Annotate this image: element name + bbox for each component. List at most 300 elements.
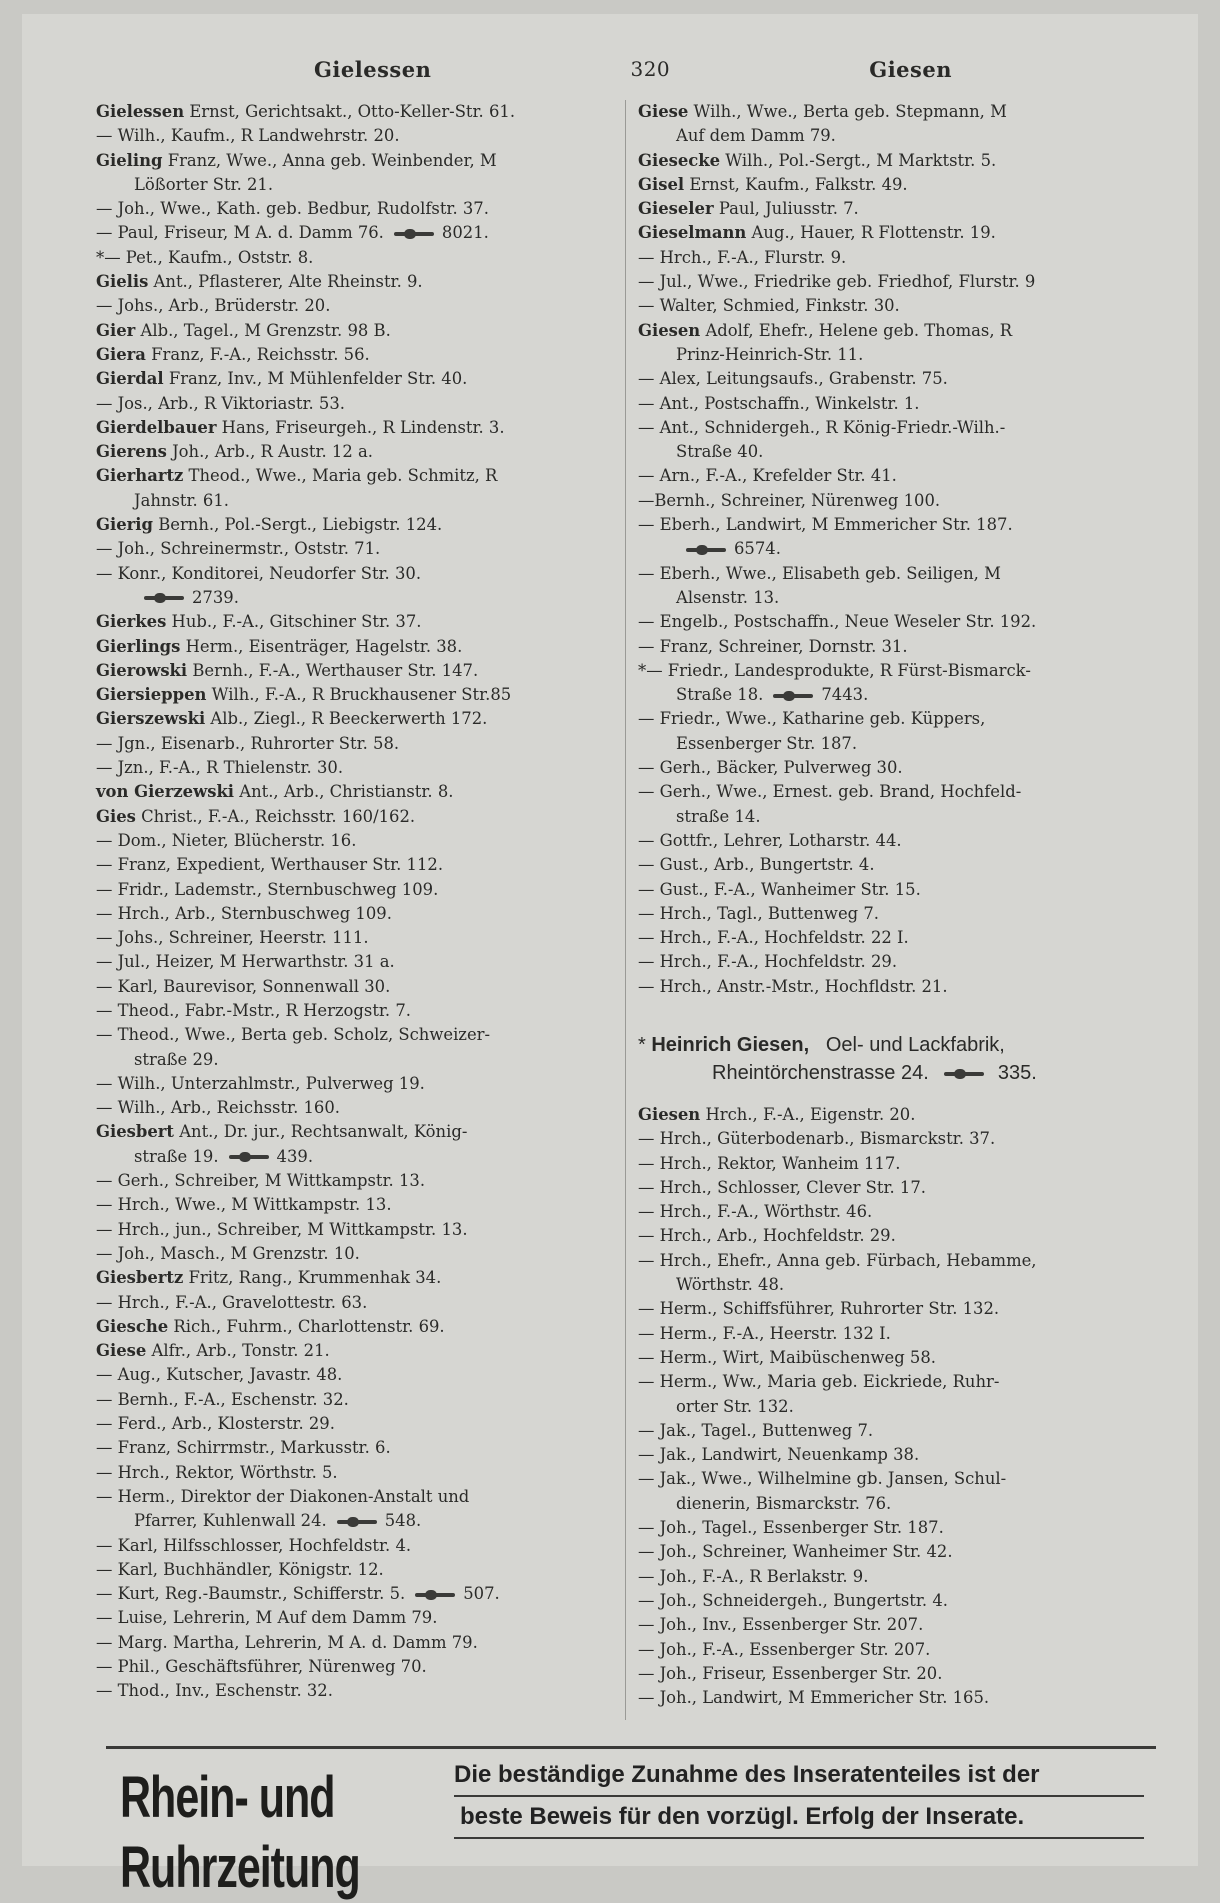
- entry-text: — Joh., Wwe., Kath. geb. Bedbur, Rudolfstr. 37.: [96, 199, 489, 219]
- directory-entry: [96, 756, 614, 780]
- phone-number: 439.: [276, 1146, 314, 1166]
- directory-entry: [638, 416, 1160, 440]
- footer-advertisement: [106, 1746, 1156, 1901]
- entry-text: — Jak., Wwe., Wilhelmine gb. Jansen, Schul-: [638, 1469, 1007, 1489]
- entry-surname: Giesen: [638, 320, 701, 340]
- directory-entry: [638, 610, 1160, 634]
- directory-entry: [638, 221, 1160, 245]
- entry-text: — Eberh., Wwe., Elisabeth geb. Seiligen, M: [638, 563, 1001, 583]
- entry-text: — Wilh., Unterzahlmstr., Pulverweg 19.: [96, 1073, 425, 1093]
- entry-text: Alsenstr. 13.: [676, 587, 780, 607]
- directory-entry: [638, 707, 1160, 731]
- entry-text: — Jgn., Eisenarb., Ruhrorter Str. 58.: [96, 733, 400, 753]
- entry-text: dienerin, Bismarckstr. 76.: [676, 1493, 892, 1513]
- directory-entry: [96, 197, 614, 221]
- telephone-icon: [944, 1070, 984, 1078]
- entry-text: — Thod., Inv., Eschenstr. 32.: [96, 1681, 333, 1701]
- page-header: [114, 52, 1142, 86]
- entry-text: — Eberh., Landwirt, M Emmericher Str. 187.: [638, 515, 1013, 535]
- entry-text: Gies Christ., F.-A., Reichsstr. 160/162.: [96, 806, 416, 826]
- directory-entry: [96, 926, 614, 950]
- directory-entry: [96, 270, 614, 294]
- entry-text: — Dom., Nieter, Blücherstr. 16.: [96, 830, 357, 850]
- entry-text: — Paul, Friseur, M A. d. Damm 76.: [96, 223, 384, 243]
- phone-number: 548.: [384, 1511, 422, 1531]
- entry-text: — Gerh., Wwe., Ernest. geb. Brand, Hochfeld-: [638, 782, 1022, 802]
- entry-text: — Jul., Heizer, M Herwarthstr. 31 a.: [96, 952, 395, 972]
- entry-text: — Hrch., Güterbodenarb., Bismarckstr. 37.: [638, 1129, 996, 1149]
- entry-text: — Jak., Landwirt, Neuenkamp 38.: [638, 1445, 920, 1465]
- right-column-top: [638, 100, 1160, 999]
- directory-entry: [638, 440, 1160, 464]
- directory-entry: [96, 683, 614, 707]
- directory-entry: [96, 805, 614, 829]
- directory-entry: [96, 1120, 614, 1144]
- entry-text: — Hrch., Arb., Sternbuschweg 109.: [96, 903, 392, 923]
- directory-entry: [96, 173, 614, 197]
- entry-surname: Gisel: [638, 174, 685, 194]
- entry-surname: Gierig: [96, 515, 153, 535]
- entry-text: — Jzn., F.-A., R Thielenstr. 30.: [96, 758, 344, 778]
- entry-text: — Fridr., Lademstr., Sternbuschweg 109.: [96, 879, 439, 899]
- entry-text: — Hrch., Schlosser, Clever Str. 17.: [638, 1177, 926, 1197]
- left-column: [96, 100, 614, 1704]
- directory-entry: [638, 1395, 1160, 1419]
- entry-text: Gierhartz Theod., Wwe., Maria geb. Schmitz, R: [96, 466, 498, 486]
- directory-entry: [638, 1297, 1160, 1321]
- telephone-icon: [229, 1153, 269, 1161]
- entry-text: straße 19.: [134, 1146, 219, 1166]
- entry-surname: Gielessen: [96, 102, 185, 121]
- directory-entry: [96, 149, 614, 173]
- directory-entry: [96, 440, 614, 464]
- entry-text: — Friedr., Wwe., Katharine geb. Küppers,: [638, 709, 986, 729]
- directory-entry: [96, 246, 614, 270]
- phone-number: 6574.: [734, 539, 781, 559]
- directory-entry: [96, 1169, 614, 1193]
- ad-name: Heinrich Giesen,: [651, 1033, 810, 1056]
- directory-entry: [96, 1266, 614, 1290]
- entry-text: — Herm., Schiffsführer, Ruhrorter Str. 132.: [638, 1299, 1000, 1319]
- entry-text: — Johs., Schreiner, Heerstr. 111.: [96, 928, 369, 948]
- entry-text: Straße 40.: [676, 442, 764, 462]
- entry-text: — Joh., Tagel., Essenberger Str. 187.: [638, 1518, 944, 1538]
- entry-text: Gieling Franz, Wwe., Anna geb. Weinbender, M: [96, 150, 497, 170]
- directory-entry: [638, 683, 1160, 707]
- directory-entry: [638, 1103, 1160, 1127]
- directory-entry: [638, 513, 1160, 537]
- directory-entry: [638, 246, 1160, 270]
- entry-text: — Joh., Masch., M Grenzstr. 10.: [96, 1243, 360, 1263]
- directory-entry: [638, 902, 1160, 926]
- entry-text: Gierkes Hub., F.-A., Gitschiner Str. 37.: [96, 612, 422, 632]
- entry-surname: Gierszewski: [96, 709, 206, 729]
- directory-entry: [638, 1419, 1160, 1443]
- entry-text: Giesen Hrch., F.-A., Eigenstr. 20.: [638, 1104, 916, 1124]
- entry-text: straße 14.: [676, 806, 761, 826]
- directory-entry: [638, 732, 1160, 756]
- entry-text: — Ant., Schnidergeh., R König-Friedr.-Wilh.-: [638, 417, 1006, 437]
- right-column: [638, 100, 1160, 1710]
- entry-text: — Joh., Friseur, Essenberger Str. 20.: [638, 1663, 943, 1683]
- directory-entry: [96, 489, 614, 513]
- directory-entry: [638, 950, 1160, 974]
- directory-entry: [638, 489, 1160, 513]
- directory-entry: [96, 562, 614, 586]
- directory-entry: [96, 878, 614, 902]
- entry-text: — Hrch., Wwe., M Wittkampstr. 13.: [96, 1195, 392, 1215]
- entry-text: — Ferd., Arb., Klosterstr. 29.: [96, 1414, 335, 1434]
- entry-text: — Hrch., Ehefr., Anna geb. Fürbach, Hebamme,: [638, 1250, 1037, 1270]
- directory-entry: [638, 1443, 1160, 1467]
- entry-text: Giesbert Ant., Dr. jur., Rechtsanwalt, König-: [96, 1122, 468, 1142]
- entry-text: — Wilh., Kaufm., R Landwehrstr. 20.: [96, 126, 400, 146]
- entry-text: — Joh., Schreinermstr., Oststr. 71.: [96, 539, 381, 559]
- entry-surname: Giersieppen: [96, 685, 207, 705]
- directory-entry: [96, 999, 614, 1023]
- entry-surname: Giesbertz: [96, 1268, 184, 1288]
- entry-surname: Gies: [96, 806, 136, 826]
- telephone-icon: [394, 230, 434, 238]
- entry-text: — Joh., Inv., Essenberger Str. 207.: [638, 1615, 924, 1635]
- entry-text: — Hrch., F.-A., Hochfeldstr. 29.: [638, 952, 898, 972]
- directory-entry: [638, 1224, 1160, 1248]
- ad-phone: 335.: [997, 1061, 1037, 1084]
- entry-text: Straße 18.: [676, 685, 764, 705]
- directory-entry: [638, 294, 1160, 318]
- directory-entry: [638, 926, 1160, 950]
- entry-surname: Gielis: [96, 272, 149, 292]
- entry-text: — Johs., Arb., Brüderstr. 20.: [96, 296, 331, 316]
- entry-text: Gierdelbauer Hans, Friseurgeh., R Lindenstr. 3.: [96, 417, 505, 437]
- entry-text: — Franz, Expedient, Werthauser Str. 112.: [96, 855, 444, 875]
- directory-entry: [96, 221, 614, 245]
- entry-text: von Gierzewski Ant., Arb., Christianstr. 8.: [96, 782, 454, 802]
- directory-entry: [638, 853, 1160, 877]
- directory-entry: [638, 343, 1160, 367]
- directory-entry: [96, 659, 614, 683]
- directory-entry: [638, 1249, 1160, 1273]
- phone-number: 8021.: [441, 223, 489, 243]
- entry-text: — Kurt, Reg.-Baumstr., Schifferstr. 5.: [96, 1584, 406, 1604]
- directory-entry: [638, 756, 1160, 780]
- entry-text: Gier Alb., Tagel., M Grenzstr. 98 B.: [96, 320, 391, 340]
- directory-entry: [96, 1461, 614, 1485]
- directory-entry: [638, 1200, 1160, 1224]
- directory-entry: [638, 319, 1160, 343]
- entry-surname: Gieling: [96, 150, 163, 170]
- entry-text: — Walter, Schmied, Finkstr. 30.: [638, 296, 900, 316]
- entry-surname: Gieseler: [638, 199, 714, 219]
- directory-entry: [96, 829, 614, 853]
- telephone-icon: [144, 594, 184, 602]
- entry-text: — Hrch., F.-A., Flurstr. 9.: [638, 247, 847, 267]
- directory-entry: [96, 635, 614, 659]
- directory-entry: [96, 319, 614, 343]
- spacer: [638, 999, 1160, 1023]
- directory-entry: [638, 1686, 1160, 1710]
- entry-text: Gierszewski Alb., Ziegl., R Beeckerwerth 172.: [96, 709, 488, 729]
- entry-text: Giesecke Wilh., Pol.-Sergt., M Marktstr. 5.: [638, 150, 997, 170]
- ad-line-1: [638, 1031, 1160, 1059]
- directory-entry: [96, 586, 614, 610]
- directory-entry: [96, 1315, 614, 1339]
- directory-entry: [638, 780, 1160, 804]
- directory-entry: [96, 100, 614, 124]
- entry-surname: Giesche: [96, 1316, 169, 1336]
- directory-entry: [638, 1176, 1160, 1200]
- entry-text: — Hrch., Rektor, Wanheim 117.: [638, 1153, 901, 1173]
- directory-entry: [96, 1436, 614, 1460]
- directory-entry: [638, 1565, 1160, 1589]
- running-head-right: Giesen: [869, 56, 952, 82]
- entry-text: Gieseler Paul, Juliusstr. 7.: [638, 199, 859, 219]
- directory-entry: [638, 392, 1160, 416]
- directory-entry: [638, 270, 1160, 294]
- entry-text: Pfarrer, Kuhlenwall 24.: [134, 1511, 327, 1531]
- entry-text: — Jul., Wwe., Friedrike geb. Friedhof, Flurstr. 9: [638, 272, 1036, 292]
- directory-entry: [638, 197, 1160, 221]
- directory-entry: [638, 1662, 1160, 1686]
- directory-entry: [96, 343, 614, 367]
- directory-entry: [638, 1492, 1160, 1516]
- entry-surname: Gieselmann: [638, 223, 747, 243]
- entry-text: Gierig Bernh., Pol.-Sergt., Liebigstr. 124.: [96, 515, 443, 535]
- slogan-line-2: beste Beweis für den vorzügl. Erfolg der Inserate.: [454, 1795, 1144, 1839]
- entry-text: — Gerh., Bäcker, Pulverweg 30.: [638, 758, 903, 778]
- entry-surname: von Gierzewski: [96, 782, 235, 802]
- entry-text: — Theod., Wwe., Berta geb. Scholz, Schweizer-: [96, 1025, 491, 1045]
- directory-entry: [96, 1509, 614, 1533]
- entry-text: Jahnstr. 61.: [134, 490, 229, 510]
- directory-entry: [638, 173, 1160, 197]
- entry-text: — Herm., Direktor der Diakonen-Anstalt und: [96, 1486, 470, 1506]
- directory-entry: [638, 829, 1160, 853]
- directory-entry: [638, 367, 1160, 391]
- entry-text: — Wilh., Arb., Reichsstr. 160.: [96, 1098, 341, 1118]
- directory-entry: [96, 1145, 614, 1169]
- entry-text: — Ant., Postschaffn., Winkelstr. 1.: [638, 393, 920, 413]
- directory-entry: [638, 1370, 1160, 1394]
- directory-entry: [96, 1388, 614, 1412]
- entry-text: — Franz, Schreiner, Dornstr. 31.: [638, 636, 908, 656]
- directory-entry: [638, 1589, 1160, 1613]
- directory-entry: [638, 562, 1160, 586]
- directory-entry: [96, 610, 614, 634]
- entry-text: Giesbertz Fritz, Rang., Krummenhak 34.: [96, 1268, 442, 1288]
- directory-entry: [96, 902, 614, 926]
- directory-entry: [638, 1273, 1160, 1297]
- entry-text: — Bernh., F.-A., Eschenstr. 32.: [96, 1389, 349, 1409]
- running-head-left: Gielessen: [314, 56, 432, 82]
- phone-number: 7443.: [821, 685, 869, 705]
- directory-entry: [638, 1152, 1160, 1176]
- directory-entry: [96, 1242, 614, 1266]
- entry-text: Gierens Joh., Arb., R Austr. 12 a.: [96, 442, 373, 462]
- directory-entry: [638, 1467, 1160, 1491]
- directory-entry: [638, 975, 1160, 999]
- entry-text: Giersieppen Wilh., F.-A., R Bruckhausener Str.85: [96, 685, 512, 705]
- entry-text: Gisel Ernst, Kaufm., Falkstr. 49.: [638, 174, 908, 194]
- directory-entry: [638, 149, 1160, 173]
- entry-text: — Hrch., Tagl., Buttenweg 7.: [638, 903, 879, 923]
- directory-entry: [96, 294, 614, 318]
- directory-entry: [96, 464, 614, 488]
- entry-text: — Hrch., F.-A., Wörthstr. 46.: [638, 1202, 873, 1222]
- directory-entry: [96, 950, 614, 974]
- entry-text: straße 29.: [134, 1049, 219, 1069]
- directory-entry: [96, 1679, 614, 1703]
- telephone-icon: [773, 692, 813, 700]
- entry-text: — Hrch., Rektor, Wörthstr. 5.: [96, 1462, 338, 1482]
- directory-entry: [638, 635, 1160, 659]
- entry-surname: Giese: [96, 1341, 147, 1361]
- entry-surname: Gierowski: [96, 660, 188, 680]
- entry-text: — Joh., Schneidergeh., Bungertstr. 4.: [638, 1590, 948, 1610]
- entry-text: Giesen Adolf, Ehefr., Helene geb. Thomas, R: [638, 320, 1013, 340]
- entry-text: Giesche Rich., Fuhrm., Charlottenstr. 69.: [96, 1316, 445, 1336]
- entry-surname: Gierkes: [96, 612, 167, 632]
- entry-text: — Hrch., Anstr.-Mstr., Hochfldstr. 21.: [638, 976, 948, 996]
- directory-entry: [96, 975, 614, 999]
- directory-entry: [96, 1193, 614, 1217]
- ad-line-2: [638, 1059, 1160, 1087]
- entry-text: — Arn., F.-A., Krefelder Str. 41.: [638, 466, 897, 486]
- directory-entry: [96, 1363, 614, 1387]
- entry-text: — Joh., Schreiner, Wanheimer Str. 42.: [638, 1542, 953, 1562]
- phone-number: 507.: [463, 1584, 500, 1604]
- directory-entry: [638, 1540, 1160, 1564]
- entry-text: — Karl, Hilfsschlosser, Hochfeldstr. 4.: [96, 1535, 412, 1555]
- telephone-icon: [415, 1591, 455, 1599]
- entry-text: — Phil., Geschäftsführer, Nürenweg 70.: [96, 1657, 427, 1676]
- ad-text: Oel- und Lackfabrik,: [825, 1033, 1005, 1056]
- entry-text: — Hrch., Arb., Hochfeldstr. 29.: [638, 1226, 896, 1246]
- entry-surname: Giesecke: [638, 150, 721, 170]
- telephone-icon: [686, 546, 726, 554]
- ad-address: Rheintörchenstrasse 24.: [712, 1061, 929, 1084]
- entry-text: — Jos., Arb., R Viktoriastr. 53.: [96, 393, 345, 413]
- entry-text: — Joh., F.-A., R Berlakstr. 9.: [638, 1566, 869, 1586]
- entry-text: *— Pet., Kaufm., Oststr. 8.: [96, 247, 314, 267]
- directory-entry: [96, 732, 614, 756]
- entry-text: — Gerh., Schreiber, M Wittkampstr. 13.: [96, 1171, 426, 1191]
- entry-text: — Alex, Leitungsaufs., Grabenstr. 75.: [638, 369, 948, 389]
- entry-text: — Marg. Martha, Lehrerin, M A. d. Damm 79.: [96, 1632, 478, 1652]
- entry-text: Giese Alfr., Arb., Tonstr. 21.: [96, 1341, 330, 1361]
- entry-text: Giera Franz, F.-A., Reichsstr. 56.: [96, 344, 370, 364]
- directory-entry: [96, 853, 614, 877]
- entry-surname: Gierlings: [96, 636, 181, 656]
- directory-entry: [96, 1534, 614, 1558]
- directory-entry: [96, 1072, 614, 1096]
- entry-text: Gierlings Herm., Eisenträger, Hagelstr. 38.: [96, 636, 463, 656]
- directory-page: [22, 14, 1198, 1901]
- directory-entry: [96, 392, 614, 416]
- directory-entry: [96, 1412, 614, 1436]
- entry-text: — Aug., Kutscher, Javastr. 48.: [96, 1365, 343, 1385]
- entry-text: — Herm., F.-A., Heerstr. 132 I.: [638, 1323, 891, 1343]
- entry-text: Auf dem Damm 79.: [676, 126, 836, 146]
- entry-surname: Gier: [96, 320, 136, 340]
- entry-surname: Giese: [638, 102, 689, 121]
- directory-entry: [96, 416, 614, 440]
- directory-entry: [638, 1127, 1160, 1151]
- entry-text: Gieselmann Aug., Hauer, R Flottenstr. 19.: [638, 223, 996, 243]
- directory-entry: [638, 537, 1160, 561]
- entry-surname: Gierhartz: [96, 466, 184, 486]
- directory-entry: [96, 780, 614, 804]
- directory-entry: [638, 1346, 1160, 1370]
- entry-text: Giese Wilh., Wwe., Berta geb. Stepmann, M: [638, 102, 1007, 121]
- directory-entry: [638, 1613, 1160, 1637]
- entry-text: — Gottfr., Lehrer, Lotharstr. 44.: [638, 830, 902, 850]
- directory-entry: [638, 1516, 1160, 1540]
- directory-entry: [96, 1048, 614, 1072]
- ad-star: *: [638, 1033, 646, 1056]
- entry-surname: Gierdal: [96, 369, 164, 389]
- directory-entry: [96, 1558, 614, 1582]
- entry-text: — Herm., Wirt, Maibüschenweg 58.: [638, 1347, 936, 1367]
- directory-entry: [638, 659, 1160, 683]
- entry-surname: Gierens: [96, 442, 167, 462]
- page-number: 320: [630, 57, 671, 81]
- directory-entry: [96, 707, 614, 731]
- entry-text: — Joh., Landwirt, M Emmericher Str. 165.: [638, 1688, 990, 1708]
- directory-entry: [96, 1582, 614, 1606]
- directory-entry: [638, 805, 1160, 829]
- directory-entry: [96, 1655, 614, 1679]
- entry-text: — Hrch., F.-A., Gravelottestr. 63.: [96, 1292, 368, 1312]
- entry-text: — Hrch., jun., Schreiber, M Wittkampstr. 13.: [96, 1219, 468, 1239]
- entry-text: *— Friedr., Landesprodukte, R Fürst-Bismarck-: [638, 660, 1031, 680]
- entry-text: Gielis Ant., Pflasterer, Alte Rheinstr. 9.: [96, 272, 423, 292]
- column-divider: [625, 100, 626, 1720]
- directory-entry: [96, 1218, 614, 1242]
- entry-text: Gierdal Franz, Inv., M Mühlenfelder Str. 40.: [96, 369, 468, 389]
- phone-number: 2739.: [192, 587, 239, 607]
- directory-entry: [96, 1023, 614, 1047]
- entry-surname: Giesbert: [96, 1122, 174, 1142]
- entry-text: orter Str. 132.: [676, 1396, 794, 1416]
- entry-text: — Karl, Buchhändler, Königstr. 12.: [96, 1559, 384, 1579]
- entry-text: Essenberger Str. 187.: [676, 733, 858, 753]
- entry-text: — Engelb., Postschaffn., Neue Weseler Str. 192.: [638, 612, 1037, 632]
- telephone-icon: [337, 1518, 377, 1526]
- entry-text: —Bernh., Schreiner, Nürenweg 100.: [638, 490, 941, 510]
- entry-text: — Hrch., F.-A., Hochfeldstr. 22 I.: [638, 928, 909, 948]
- directory-entry: [96, 367, 614, 391]
- directory-entry: [96, 1606, 614, 1630]
- directory-entry: [96, 1291, 614, 1315]
- entry-text: — Gust., Arb., Bungertstr. 4.: [638, 855, 875, 875]
- directory-entry: [96, 537, 614, 561]
- entry-surname: Giesen: [638, 1104, 701, 1124]
- entry-text: — Joh., F.-A., Essenberger Str. 207.: [638, 1639, 931, 1659]
- directory-entry: [638, 100, 1160, 124]
- slogan-line-1: Die beständige Zunahme des Inseratenteiles ist der: [454, 1761, 1040, 1788]
- footer-slogan: [454, 1755, 1144, 1839]
- entry-surname: Gierdelbauer: [96, 417, 217, 437]
- directory-entry: [638, 1638, 1160, 1662]
- entry-text: Prinz-Heinrich-Str. 11.: [676, 344, 864, 364]
- directory-entry: [96, 1631, 614, 1655]
- entry-text: Wörthstr. 48.: [676, 1275, 785, 1295]
- directory-entry: [638, 124, 1160, 148]
- entry-text: — Gust., F.-A., Wanheimer Str. 15.: [638, 879, 921, 899]
- entry-text: — Jak., Tagel., Buttenweg 7.: [638, 1420, 874, 1440]
- entry-surname: Giera: [96, 344, 146, 364]
